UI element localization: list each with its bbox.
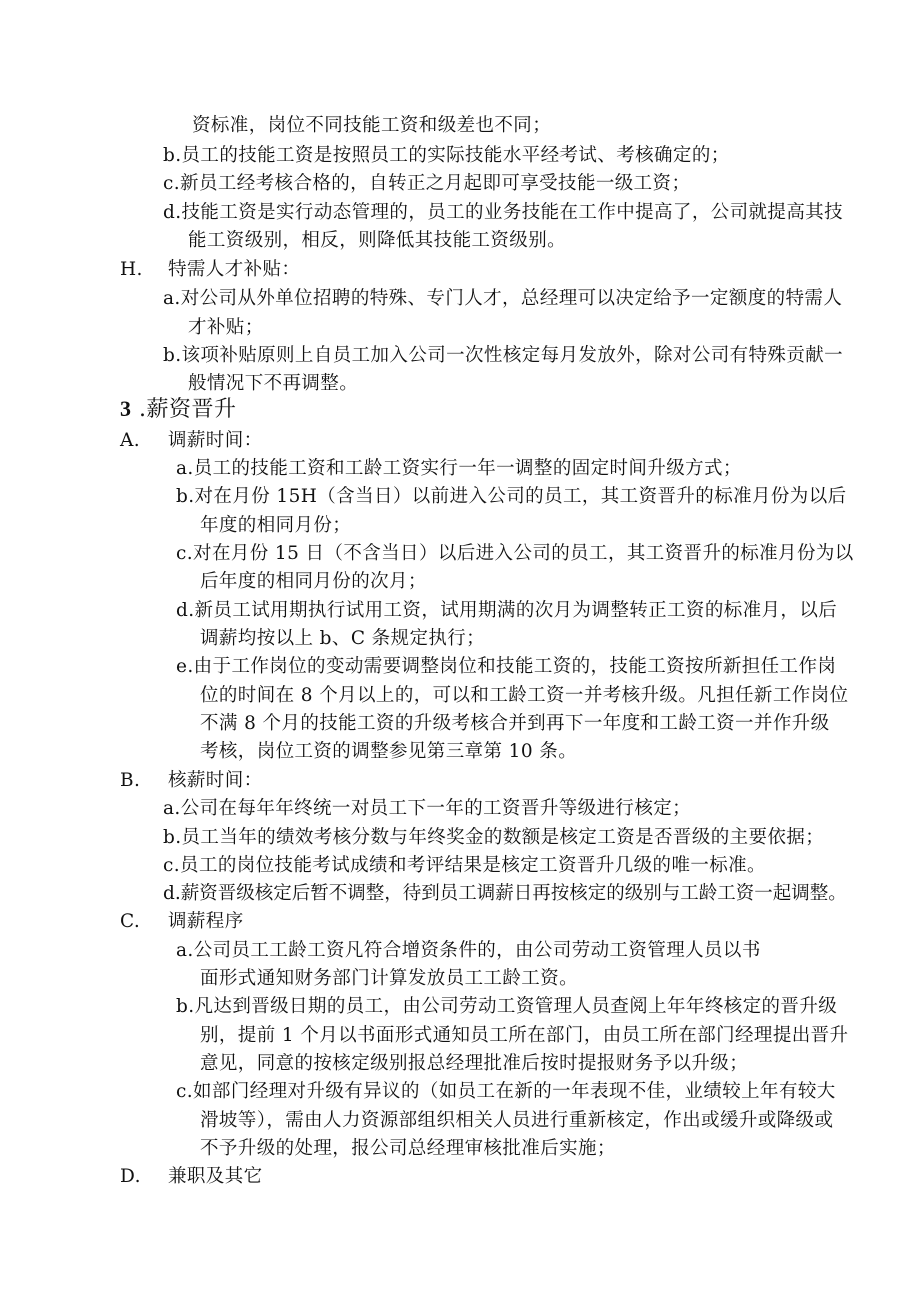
list-item-continuation: 滑坡等），需由人力资源部组织相关人员进行重新核定，作出或缓升或降级或 bbox=[200, 1110, 834, 1131]
list-item-a bbox=[163, 794, 691, 824]
section-letter-b: B. bbox=[120, 770, 141, 791]
list-item-text: 公司在每年年终统一对员工下一年的工资晋升等级进行核定； bbox=[180, 798, 692, 819]
list-item-text: 员工的技能工资和工龄工资实行一年一调整的固定时间升级方式； bbox=[193, 458, 742, 479]
list-marker: b. bbox=[163, 827, 182, 848]
list-item-continuation: 位的时间在 8 个月以上的，可以和工龄工资一并考核升级。凡担任新工作岗位 bbox=[200, 685, 849, 706]
list-item-text: 对公司从外单位招聘的特殊、专门人才，总经理可以决定给予一定额度的特需人 bbox=[180, 288, 843, 309]
list-item-text: 员工当年的绩效考核分数与年终奖金的数额是核定工资是否晋级的主要依据； bbox=[181, 827, 825, 848]
list-marker: a. bbox=[176, 940, 194, 961]
list-item-c bbox=[163, 169, 690, 199]
section-title-h: 特需人才补贴： bbox=[168, 259, 301, 280]
list-item-continuation: 能工资级别，相反，则降低其技能工资级别。 bbox=[188, 230, 567, 251]
list-item-b bbox=[163, 823, 824, 853]
list-item-b bbox=[176, 992, 837, 1022]
list-item-b bbox=[163, 341, 843, 371]
section-heading bbox=[120, 394, 237, 425]
list-marker: d. bbox=[176, 600, 195, 621]
list-marker: b. bbox=[176, 996, 195, 1017]
list-item-c bbox=[176, 1077, 836, 1107]
list-item-continuation: 才补贴； bbox=[188, 317, 264, 338]
list-item-continuation: 不予升级的处理，报公司总经理审核批准后实施； bbox=[200, 1138, 616, 1159]
list-marker: d. bbox=[163, 202, 182, 223]
list-marker: e. bbox=[176, 656, 194, 677]
list-item-b bbox=[176, 482, 847, 512]
list-item-text: 员工的岗位技能考试成绩和考评结果是核定工资晋升几级的唯一标准。 bbox=[180, 855, 766, 876]
list-item-text: 技能工资是实行动态管理的，员工的业务技能在工作中提高了，公司就提高其技 bbox=[181, 202, 844, 223]
list-item-continuation: 意见，同意的按核定级别报总经理批准后按时提报财务予以升级； bbox=[200, 1053, 749, 1074]
section-letter-a: A. bbox=[120, 430, 141, 451]
section-letter-d: D. bbox=[120, 1166, 141, 1187]
list-item-text: 对在月份 15H（含当日）以前进入公司的员工，其工资晋升的标准月份为以后 bbox=[194, 486, 847, 507]
list-marker: c. bbox=[176, 1081, 194, 1102]
list-item-continuation: 考核，岗位工资的调整参见第三章第 10 条。 bbox=[200, 741, 578, 762]
section-letter-h: H. bbox=[120, 259, 143, 280]
list-item-continuation: 别，提前 1 个月以书面形式通知员工所在部门，由员工所在部门经理提出晋升 bbox=[200, 1025, 849, 1046]
list-item-a bbox=[176, 936, 761, 966]
list-item-text: 由于工作岗位的变动需要调整岗位和技能工资的，技能工资按所新担任工作岗 bbox=[193, 656, 837, 677]
heading-number: 3 bbox=[120, 396, 132, 421]
list-item-text: 新员工试用期执行试用工资，试用期满的次月为调整转正工资的标准月，以后 bbox=[194, 600, 838, 621]
list-marker: c. bbox=[163, 173, 181, 194]
list-item-text: 新员工经考核合格的，自转正之月起即可享受技能一级工资； bbox=[180, 173, 691, 194]
section-letter-c: C. bbox=[120, 911, 141, 932]
list-item-c bbox=[176, 539, 854, 569]
list-marker: c. bbox=[163, 855, 181, 876]
list-item-e bbox=[176, 652, 836, 682]
list-item-b bbox=[163, 141, 730, 171]
list-item-a bbox=[176, 454, 742, 484]
heading-title: .薪资晋升 bbox=[139, 397, 237, 422]
section-title-b: 核薪时间： bbox=[168, 770, 263, 791]
list-item-text: 对在月份 15 日（不含当日）以后进入公司的员工，其工资晋升的标准月份为以 bbox=[193, 543, 854, 564]
list-item-continuation: 般情况下不再调整。 bbox=[188, 373, 359, 394]
list-item-continuation: 年度的相同月份； bbox=[200, 515, 352, 536]
list-item-continuation: 后年度的相同月份的次月； bbox=[200, 571, 427, 592]
list-item-text: 薪资晋级核定后暂不调整，待到员工调薪日再按核定的级别与工龄工资一起调整。 bbox=[180, 883, 847, 904]
list-item-d bbox=[163, 879, 847, 909]
list-item-continuation: 面形式通知财务部门计算发放员工工龄工资。 bbox=[200, 968, 579, 989]
list-item-text: 员工的技能工资是按照员工的实际技能水平经考试、考核确定的； bbox=[181, 145, 730, 166]
list-item-a bbox=[163, 284, 842, 314]
section-title-a: 调薪时间： bbox=[168, 430, 263, 451]
list-item-continuation: 调薪均按以上 b、C 条规定执行； bbox=[200, 628, 486, 649]
section-title-d: 兼职及其它 bbox=[168, 1166, 263, 1187]
list-item-d bbox=[176, 596, 837, 626]
list-marker: c. bbox=[176, 543, 194, 564]
list-item-text: 公司员工工龄工资凡符合增资条件的，由公司劳动工资管理人员以书 bbox=[193, 940, 761, 961]
list-item-c bbox=[163, 851, 766, 881]
list-marker: b. bbox=[163, 145, 182, 166]
list-item-text: 凡达到晋级日期的员工，由公司劳动工资管理人员查阅上年年终核定的晋升级 bbox=[194, 996, 838, 1017]
list-item-continuation: 不满 8 个月的技能工资的升级考核合并到再下一年度和工龄工资一并作升级 bbox=[200, 713, 830, 734]
paragraph-line: 资标准，岗位不同技能工资和级差也不同； bbox=[192, 115, 552, 136]
list-item-d bbox=[163, 198, 843, 228]
list-item-text: 如部门经理对升级有异议的（如员工在新的一年表现不佳，业绩较上年有较大 bbox=[193, 1081, 836, 1102]
list-marker: d. bbox=[163, 883, 181, 904]
list-item-text: 该项补贴原则上自员工加入公司一次性核定每月发放外，除对公司有特殊贡献一 bbox=[181, 345, 844, 366]
list-marker: a. bbox=[176, 458, 194, 479]
list-marker: a. bbox=[163, 798, 181, 819]
list-marker: b. bbox=[176, 486, 195, 507]
list-marker: a. bbox=[163, 288, 181, 309]
section-title-c: 调薪程序 bbox=[168, 911, 244, 932]
list-marker: b. bbox=[163, 345, 182, 366]
